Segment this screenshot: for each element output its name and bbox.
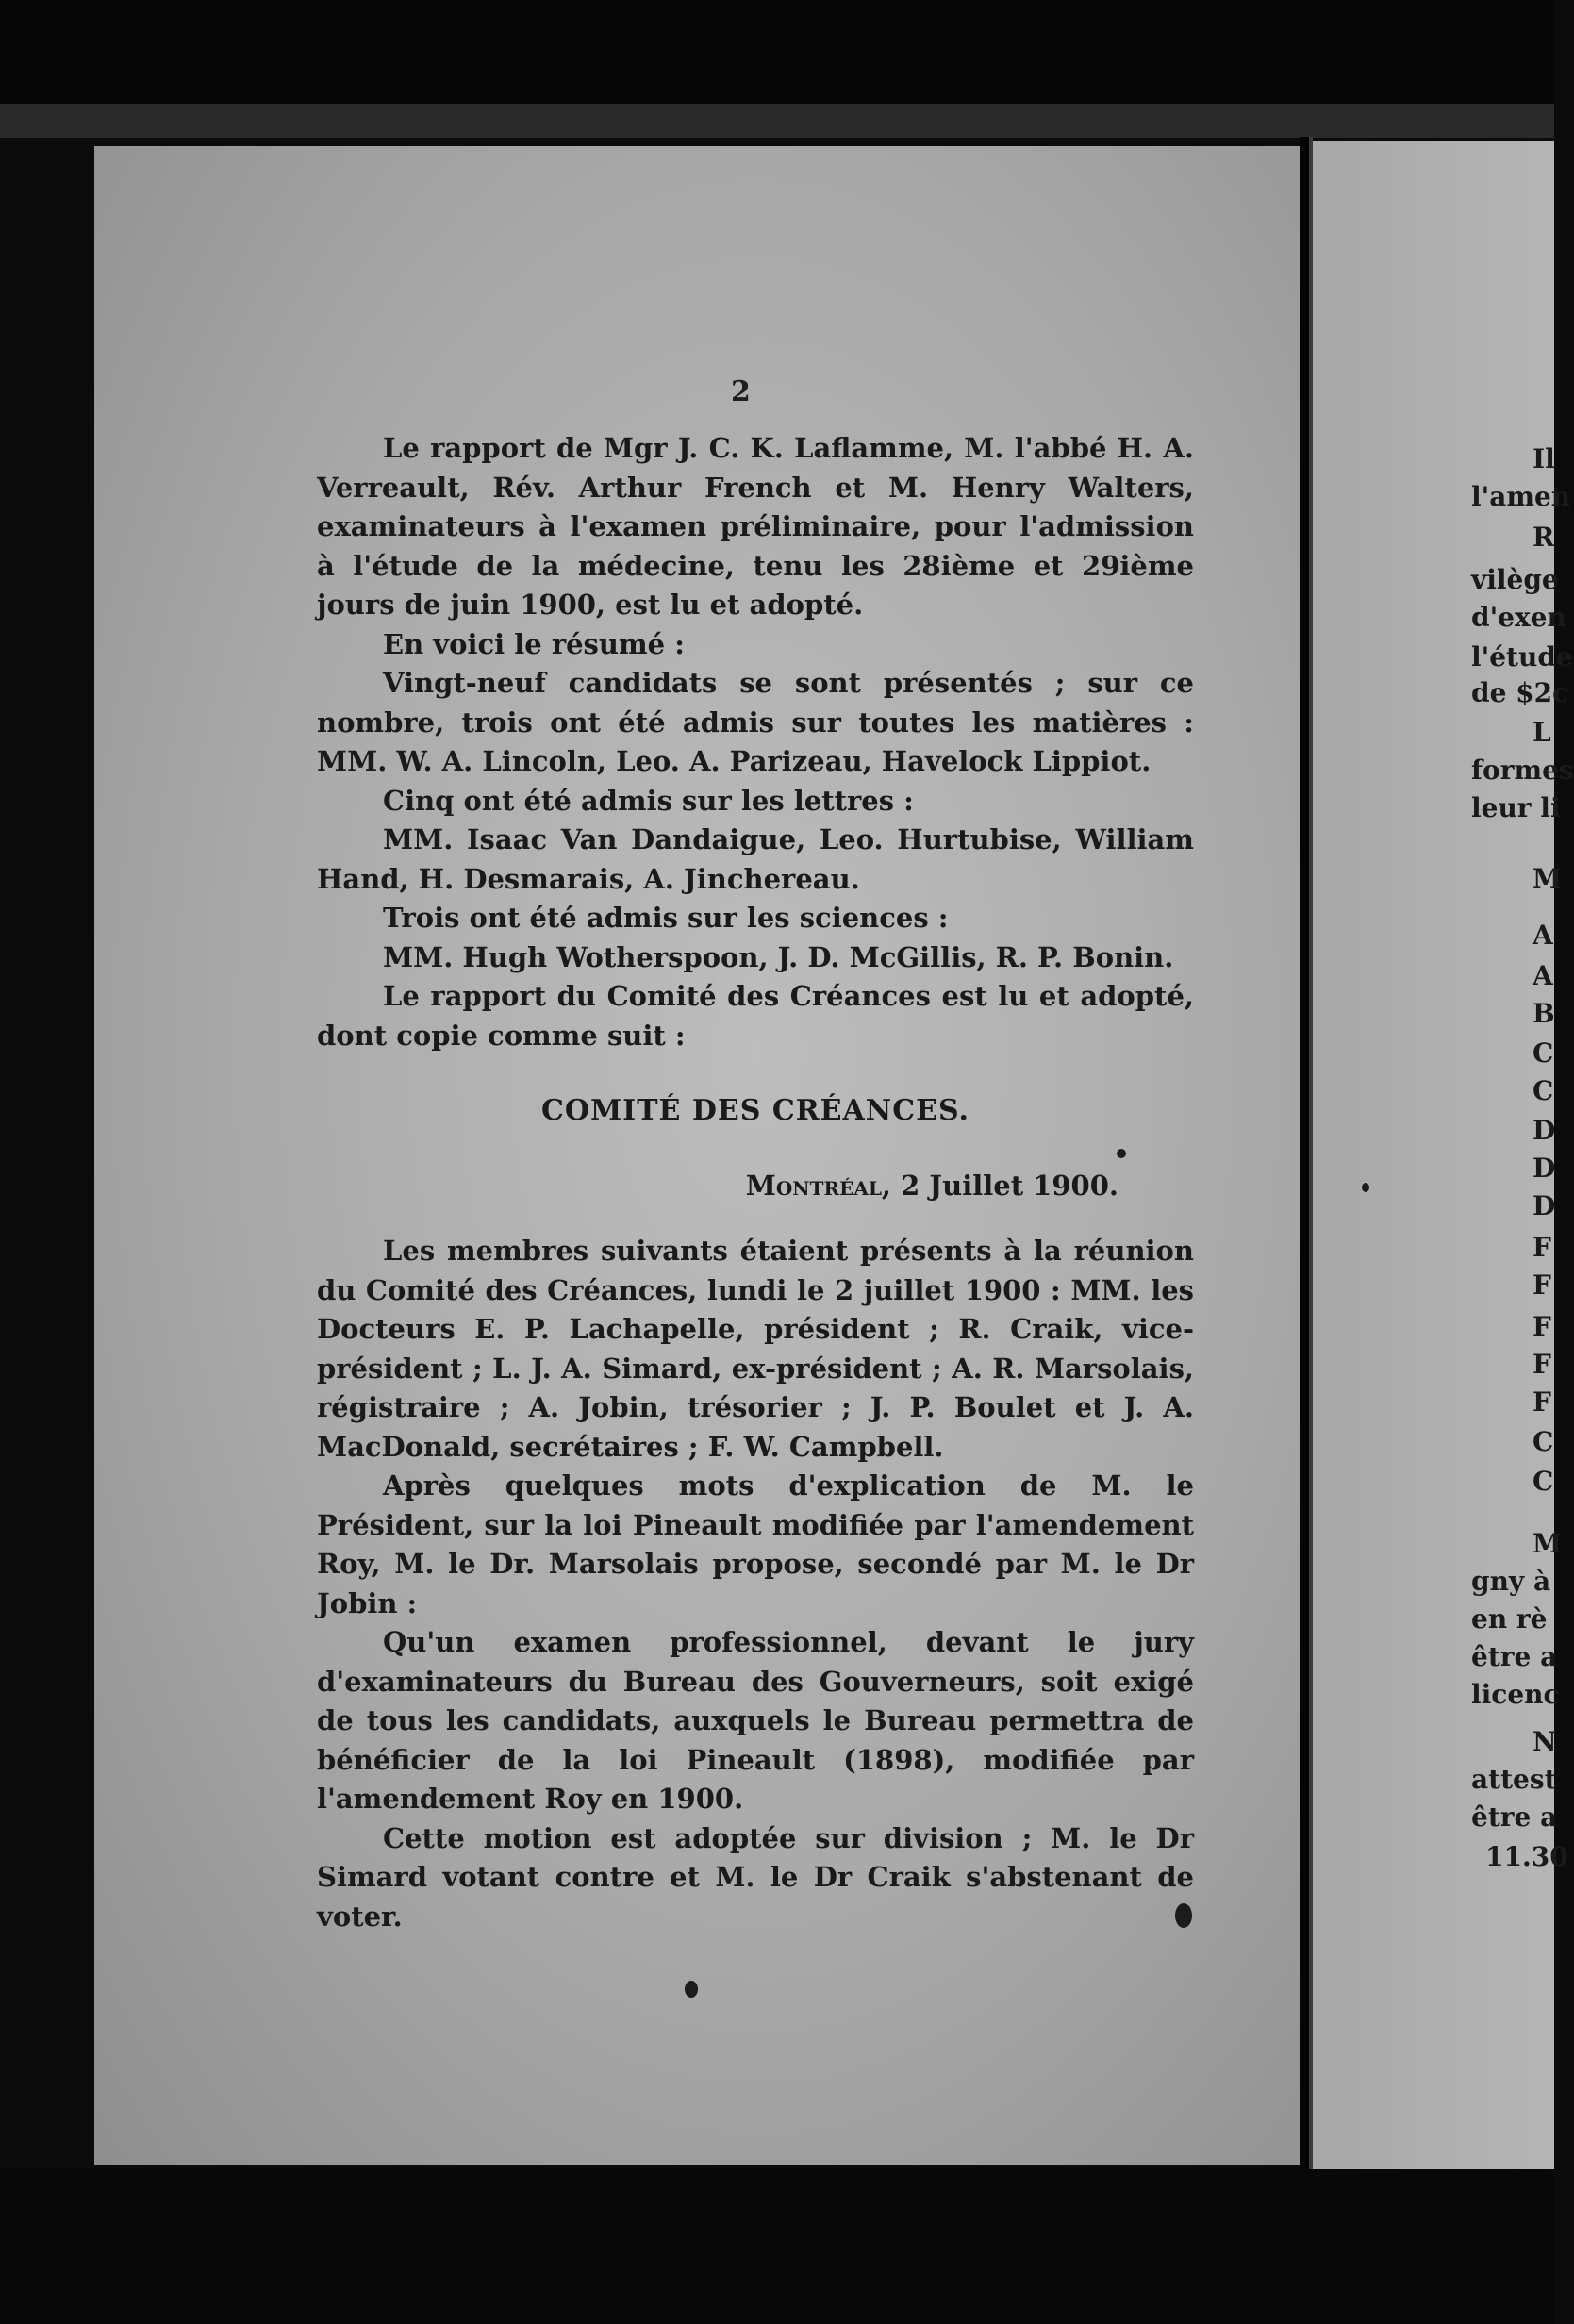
right-page-fragment: A	[1533, 920, 1553, 951]
ink-spot	[1117, 1149, 1126, 1158]
paragraph-motion: Qu'un examen professionnel, devant le jury d'examinateurs du Bureau des Gouverneurs, soit exigé de tous les candidats, auxquels le Bureau permettra de bénéficier de la loi Pineault (1898), modifiée par l'amendement Roy en 1900.	[317, 1626, 1194, 1815]
right-page-fragment: B	[1533, 998, 1555, 1029]
right-page-fragment: C	[1533, 1466, 1554, 1497]
paragraph-explication: Après quelques mots d'explication de M. le Président, sur la loi Pineault modifiée par l'amendement Roy, M. le Dr. Marsolais propose, secondé par M. le Dr Jobin :	[317, 1469, 1194, 1619]
right-page-fragment: attest	[1471, 1764, 1557, 1795]
right-page-fragment: 11.30	[1485, 1841, 1568, 1872]
right-page-fragment: F	[1533, 1349, 1551, 1380]
dateline-date: , 2 Juillet 1900.	[881, 1169, 1118, 1202]
paragraph-rapport-comite: Le rapport du Comité des Créances est lu et adopté, dont copie comme suit :	[317, 980, 1194, 1052]
right-page-fragment: F	[1533, 1311, 1551, 1342]
paragraph-vote: Cette motion est adoptée sur division ; M. le Dr Simard votant contre et M. le Dr Craik s'abstenant de voter.	[317, 1821, 1194, 1933]
dateline	[317, 1167, 1194, 1206]
right-page-fragment: D	[1533, 1190, 1556, 1221]
right-page-fragment: en rè	[1471, 1603, 1548, 1635]
right-page-fragment: d'exen	[1471, 602, 1566, 633]
right-page-fragment: C	[1533, 1038, 1554, 1069]
right-page-fragment: formes	[1471, 755, 1574, 786]
paragraph-sciences-noms: MM. Hugh Wotherspoon, J. D. McGillis, R. P. Bonin.	[383, 940, 1174, 973]
right-page-fragment: D	[1533, 1115, 1556, 1146]
right-page-fragment: être a	[1471, 1641, 1558, 1672]
section-heading: COMITÉ DES CRÉANCES.	[540, 1094, 970, 1127]
paragraph-lettres-noms: MM. Isaac Van Dandaigue, Leo. Hurtubise, William Hand, H. Desmarais, A. Jinchereau.	[317, 823, 1194, 895]
ink-spot	[1175, 1903, 1192, 1928]
right-page-fragment: A	[1533, 960, 1553, 991]
right-page-fragment: D	[1533, 1153, 1556, 1184]
right-page-fragment: M	[1533, 1528, 1562, 1559]
right-page-fragment: gny à	[1471, 1566, 1551, 1597]
right-page-fragment: C	[1533, 1075, 1554, 1106]
page-body	[317, 429, 1194, 1936]
right-page-fragment: F	[1533, 1232, 1551, 1263]
right-page-fragment: M	[1533, 863, 1562, 894]
paragraph-rapport-examinateurs: Le rapport de Mgr J. C. K. Laflamme, M. l'abbé H. A. Verreault, Rév. Arthur French et M. Henry Walters, examinateurs à l'examen préliminaire, pour l'admission à l'étude de la médecine, tenu les 28ième et 29ième jours de juin 1900, est lu et adopté.	[317, 432, 1194, 621]
right-page-fragment: N	[1533, 1726, 1557, 1757]
scan-top-border	[0, 0, 1554, 104]
right-page-fragment: l'étude	[1471, 641, 1573, 672]
right-page-fragment: F	[1533, 1270, 1551, 1301]
right-page-fragment: vilège	[1471, 564, 1559, 595]
right-page-fragment: C	[1533, 1426, 1554, 1457]
page-number: 2	[731, 375, 751, 408]
ink-spot	[685, 1981, 698, 1998]
right-page-fragment: F	[1533, 1386, 1551, 1418]
right-page-fragment: L	[1533, 717, 1551, 748]
paragraph-resume-intro: En voici le résumé :	[383, 627, 685, 660]
right-page-fragment: leur li	[1471, 792, 1561, 823]
ink-spot	[1362, 1183, 1369, 1192]
paragraph-lettres-intro: Cinq ont été admis sur les lettres :	[383, 784, 914, 817]
paragraph-membres-presents: Les membres suivants étaient présents à la réunion du Comité des Créances, lundi le 2 juillet 1900 : MM. les Docteurs E. P. Lachapelle, président ; R. Craik, vice-président ; L. J. A. Simard, ex-président ; A. R. Marsolais, régistraire ; A. Jobin, trésorier ; J. P. Boulet et J. A. MacDonald, secrétaires ; F. W. Campbell.	[317, 1235, 1194, 1463]
right-page-fragment: être a	[1471, 1801, 1558, 1833]
right-page-fragment: Il	[1533, 443, 1555, 474]
right-page-fragment: licenc	[1471, 1679, 1560, 1710]
right-page-fragment: l'amen	[1471, 481, 1571, 512]
dateline-place: Montréal	[745, 1169, 882, 1202]
right-page-fragment: R	[1533, 522, 1555, 553]
right-page-fragment: de $2c	[1471, 677, 1569, 708]
paragraph-sciences-intro: Trois ont été admis sur les sciences :	[383, 902, 949, 934]
scan-bottom-border	[0, 2169, 1554, 2324]
paragraph-candidats: Vingt-neuf candidats se sont présentés ; sur ce nombre, trois ont été admis sur toutes les matières : MM. W. A. Lincoln, Leo. A. Parizeau, Havelock Lippiot.	[317, 667, 1194, 777]
scan-top-strip	[0, 104, 1554, 138]
